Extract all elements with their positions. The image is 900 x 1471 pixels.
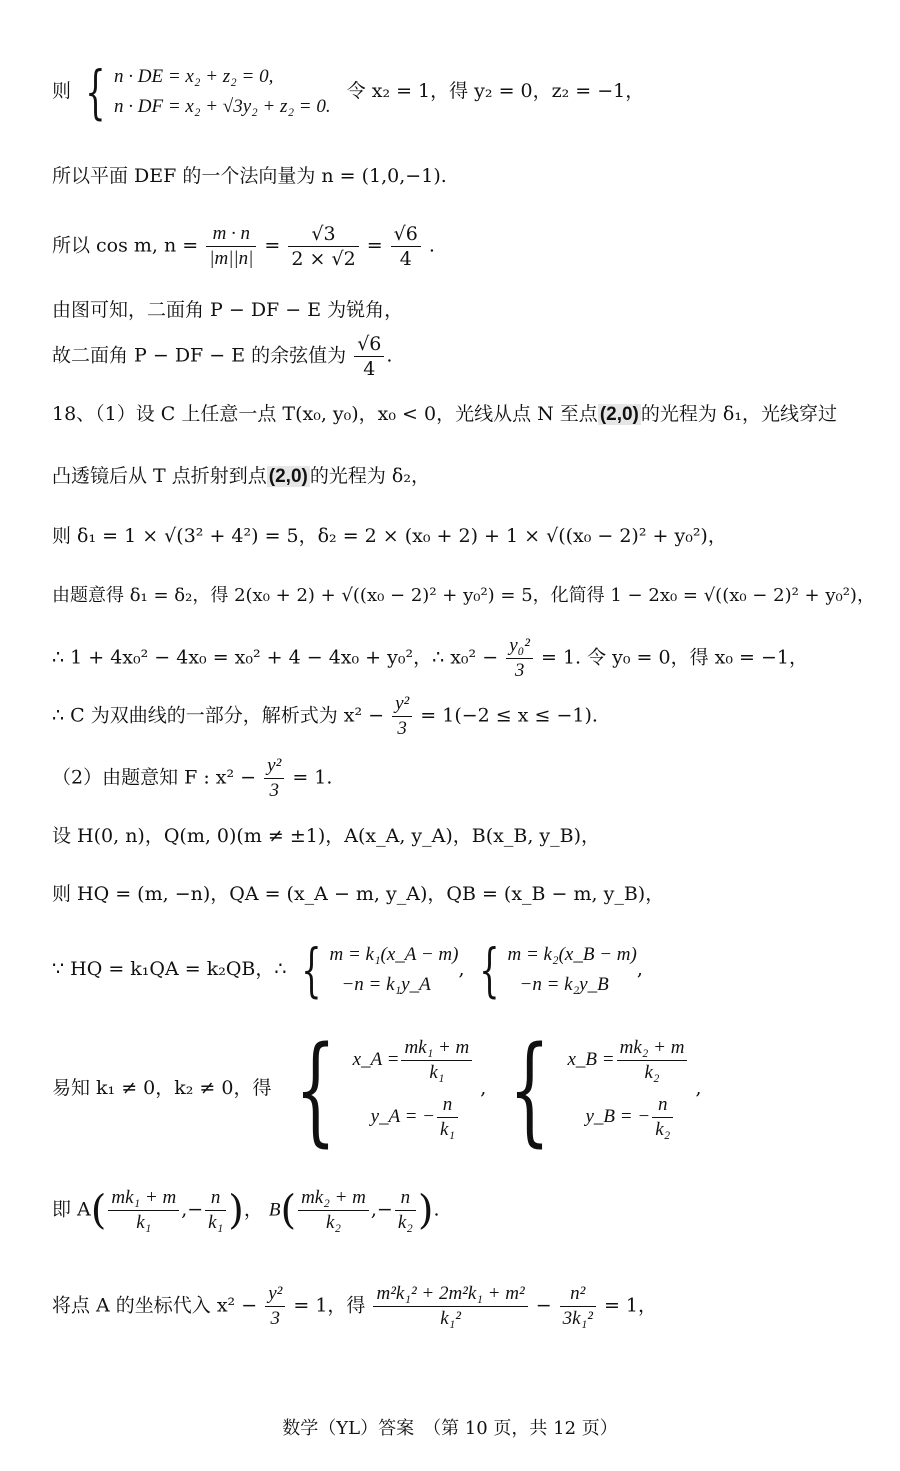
numerator: mk₁ + m [401, 1036, 472, 1061]
lead-text: 故二面角 P − DF − E 的余弦值为 [52, 344, 347, 367]
denominator: 3k₁² [562, 1308, 593, 1329]
system-row: n · DE = x₂ + z₂ = 0, [114, 66, 274, 87]
text-line: 所以平面 DEF 的一个法向量为 n = (1,0,−1). [52, 165, 447, 187]
fraction [264, 754, 284, 803]
numerator: y² [265, 1282, 285, 1307]
left-brace: { [509, 1020, 551, 1158]
denominator: 3 [270, 1308, 280, 1329]
line-text: 将点 A 的坐标代入 x² − [52, 1294, 258, 1317]
denominator: 3 [514, 660, 525, 681]
denominator: k₁ [440, 1119, 456, 1140]
text-line: 设 H(0, n)，Q(m, 0)(m ≠ ±1)，A(x_A, y_A)，B(x_B, y_B)， [52, 825, 601, 847]
line-text: = 1，得 [293, 1294, 366, 1317]
line-text: ∴ 1 + 4x₀² − 4x₀ = x₀² + 4 − 4x₀ + y₀²，∴ x₀² − [52, 646, 499, 669]
solution-system [353, 1036, 475, 1142]
numerator: √6 [354, 332, 384, 357]
fraction [288, 222, 358, 271]
fraction [108, 1186, 179, 1235]
fraction [401, 1036, 472, 1085]
numerator: mk₂ + m [617, 1036, 688, 1061]
line-text: 易知 k₁ ≠ 0，k₂ ≠ 0，得 [52, 1077, 272, 1099]
text-line: 由图可知，二面角 P − DF − E 为锐角， [52, 299, 404, 321]
page-footer: 数学（YL）答案 （第 10 页，共 12 页） [282, 1418, 618, 1439]
line-text: = 1. 令 y₀ = 0，得 x₀ = −1， [540, 646, 808, 669]
highlighted-point: (2,0) [599, 404, 639, 425]
system-row: −n = k₁y_A [341, 974, 431, 995]
fraction [298, 1186, 369, 1235]
denominator: k₁ [136, 1212, 152, 1233]
lead-text: 则 [52, 80, 72, 102]
eq-line-cos: 所以 cos m, n = $\frac{m \cdot n}{|m||n|}$ = $\frac{√3}{2 \times √2}$ = $\frac{√6}{4}$ . [52, 223, 435, 270]
paren: ( [280, 1187, 297, 1234]
line-text: 令 x₂ = 1，得 y₂ = 0，z₂ = −1， [346, 80, 645, 102]
line-text: 的光程为 δ₁，光线穿过 [640, 403, 837, 425]
line-text: = 1(−2 ≤ x ≤ −1). [420, 704, 598, 727]
solution-system [568, 1036, 690, 1142]
numerator: m · n [206, 222, 256, 247]
fraction [617, 1036, 688, 1085]
line-text: 凸透镜后从 T 点折射到点 [52, 465, 267, 487]
text-line: 则 HQ = (m, −n)，QA = (x_A − m, y_A)，QB = (x_B − m, y_B)， [52, 883, 665, 905]
fraction [205, 1186, 226, 1235]
fraction [437, 1093, 458, 1142]
eq-line-points: 即 A( $\frac{\text{mk₁ + m}}{\text{k₁}}$ ,− $\frac{n}{\text{k₁}}$ )， B( $\frac{\text{mk₂ + m}}{\text{k₂}}$ ,− $\frac{n}{\text{k₂}}$ ). [52, 1187, 440, 1234]
equation-system [114, 62, 331, 122]
eq-line-result: 故二面角 P − DF − E 的余弦值为 $\frac{√6}{4}$ . [52, 333, 393, 380]
line-text: 的光程为 δ₂， [309, 465, 430, 487]
system-row: n · DF = x₂ + √3y₂ + z₂ = 0. [114, 96, 331, 117]
highlighted-point: (2,0) [268, 466, 308, 487]
equation-system [508, 940, 637, 1000]
fraction [391, 222, 421, 271]
line-text: = 1. [292, 766, 333, 789]
denominator: k₂ [325, 1212, 341, 1233]
numerator: mk₁ + m [108, 1186, 179, 1211]
equation-system [329, 940, 458, 1000]
left-brace: { [294, 1020, 336, 1158]
eq-line [52, 692, 598, 741]
numerator: mk₂ + m [298, 1186, 369, 1211]
numerator: n [652, 1093, 673, 1118]
fraction [395, 1186, 416, 1235]
line-text: ∵ HQ = k₁QA = k₂QB，∴ [52, 958, 287, 980]
line-text: 18、（1）设 C 上任意一点 T(x₀, y₀)，x₀ < 0，光线从点 N 至点 [52, 403, 598, 425]
line-text: ∴ C 为双曲线的一部分，解析式为 x² − [52, 704, 385, 727]
text-line: 由题意得 δ₁ = δ₂，得 2(x₀ + 2) + √((x₀ − 2)² + y₀²) = 5，化简得 1 − 2x₀ = √((x₀ − 2)² + y₀²)， [52, 585, 875, 606]
numerator: n² [560, 1282, 596, 1307]
eq-line-systems: ∵ HQ = k₁QA = k₂QB，∴ { m = k₁(x_A − m) −n = k₁y_A , { m = k₂(x_B − m) −n = k₂y_B , [52, 936, 643, 1004]
numerator: √6 [391, 222, 421, 247]
fraction [652, 1093, 673, 1142]
numerator: n [205, 1186, 226, 1211]
denominator: k₂ [644, 1062, 660, 1083]
fraction [560, 1282, 596, 1331]
lhs: x_A = [352, 1048, 400, 1070]
denominator: |m||n| [209, 248, 254, 269]
fraction [354, 332, 384, 381]
fraction [265, 1282, 285, 1331]
denominator: k₂ [655, 1119, 671, 1140]
text-line [52, 400, 837, 429]
fraction [373, 1282, 527, 1331]
eq-line-normal-system [52, 58, 645, 126]
fraction [206, 222, 256, 271]
fraction [392, 692, 412, 741]
system-row: m = k₂(x_B − m) [507, 944, 637, 965]
left-brace: { [478, 936, 500, 1004]
denominator: k₁ [208, 1212, 224, 1233]
lhs: y_B = − [585, 1105, 651, 1127]
left-brace: { [300, 936, 322, 1004]
line-text: （2）由题意知 F : x² − [52, 766, 257, 789]
numerator: n [395, 1186, 416, 1211]
text-line: 则 δ₁ = 1 × √(3² + 4²) = 5，δ₂ = 2 × (x₀ + 2) + 1 × √((x₀ − 2)² + y₀²)， [52, 525, 727, 547]
denominator: 3 [397, 718, 407, 739]
numerator: y² [392, 692, 412, 717]
lhs: x_B = [567, 1048, 615, 1070]
numerator: √3 [288, 222, 358, 247]
line-text: B [268, 1199, 281, 1221]
denominator: k₁ [429, 1062, 445, 1083]
eq-line-substitute: 将点 A 的坐标代入 x² − $\frac{\text{y²}}{3}$ = 1，得 $\frac{\text{m²k₁² + 2m²k₁ + m²}}{\text{k₁²}}$ − $\frac{\text{n²}}{\text{3k₁²}}$ = 1， [52, 1283, 658, 1329]
left-brace: { [85, 58, 106, 126]
numerator: n [437, 1093, 458, 1118]
eq-line [52, 754, 332, 803]
line-text: 即 A [52, 1198, 91, 1221]
numerator: y² [264, 754, 284, 779]
denominator: 3 [269, 780, 279, 801]
numerator: y₀² [506, 634, 533, 659]
paren: ) [228, 1187, 244, 1234]
eq-line [52, 634, 808, 683]
text-line [52, 462, 430, 491]
denominator: 4 [399, 248, 412, 270]
denominator: k₁² [440, 1308, 461, 1329]
paren: ( [90, 1187, 107, 1234]
numerator: m²k₁² + 2m²k₁ + m² [373, 1282, 527, 1307]
fraction [506, 634, 533, 683]
denominator: 4 [363, 358, 376, 380]
denominator: 2 × √2 [291, 248, 356, 270]
lhs: y_A = − [370, 1105, 435, 1127]
line-text: = 1， [603, 1294, 658, 1317]
eq-line-solutions: 易知 k₁ ≠ 0，k₂ ≠ 0，得 { x_A = $\frac{\text{mk₁ + m}}{\text{k₁}}$ y_A = − $\frac{n}{\text{k₁}}$ , { x_B = $\frac{\text{mk₂ + m}}{\text{k₂}}$ y_B = − $\frac{n}{\text{k₂}}$ , [52, 1020, 702, 1158]
system-row: m = k₁(x_A − m) [329, 944, 459, 965]
system-row: −n = k₂y_B [519, 974, 609, 995]
lead-text: 所以 cos m, n = [52, 234, 199, 257]
paren: ) [417, 1187, 434, 1234]
denominator: k₂ [397, 1212, 413, 1233]
